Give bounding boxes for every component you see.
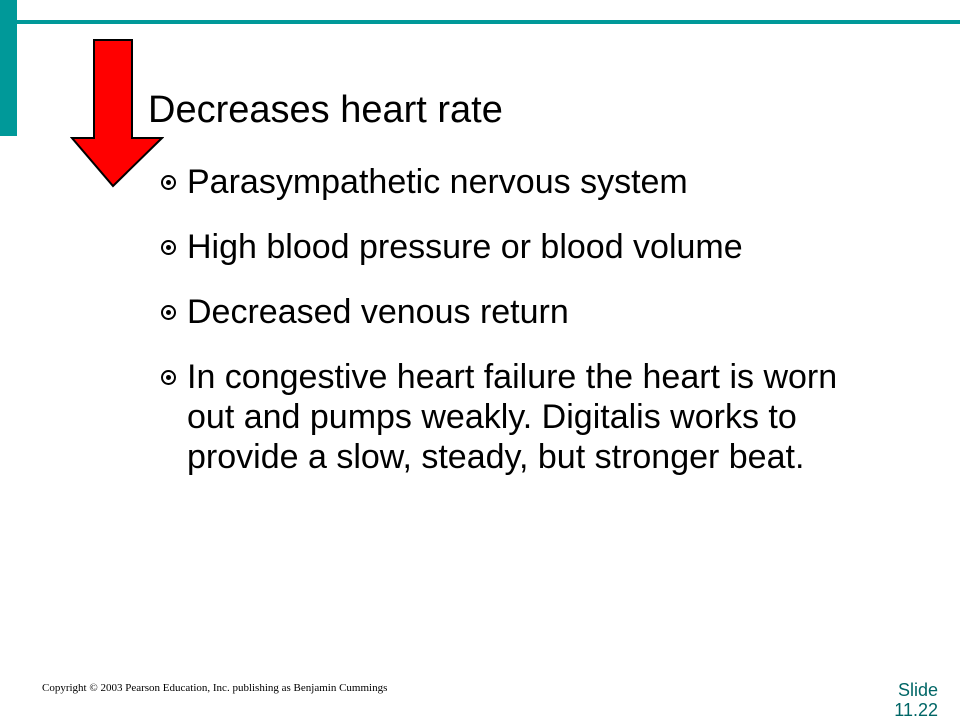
bullet-item	[160, 357, 880, 477]
bullet-icon	[161, 240, 176, 255]
bullet-item	[160, 292, 880, 332]
bullet-item	[160, 162, 880, 202]
accent-bar-horizontal	[17, 20, 960, 24]
slide-title: Decreases heart rate	[148, 89, 503, 131]
slide-number-value: 11.22	[894, 700, 938, 720]
bullet-icon	[161, 175, 176, 190]
accent-bar-vertical	[0, 0, 17, 136]
bullet-text: Parasympathetic nervous system	[187, 163, 688, 201]
bullet-list	[160, 162, 880, 502]
slide-label: Slide	[897, 680, 938, 700]
bullet-text: High blood pressure or blood volume	[187, 228, 743, 266]
copyright-notice: Copyright © 2003 Pearson Education, Inc. publishing as Benjamin Cummings	[42, 682, 388, 694]
bullet-icon	[161, 305, 176, 320]
bullet-icon	[161, 370, 176, 385]
slide-number	[848, 680, 938, 720]
bullet-text: In congestive heart failure the heart is worn out and pumps weakly. Digitalis works to provide a slow, steady, but stronger beat.	[187, 358, 838, 476]
bullet-item	[160, 227, 880, 267]
bullet-text: Decreased venous return	[187, 293, 569, 331]
